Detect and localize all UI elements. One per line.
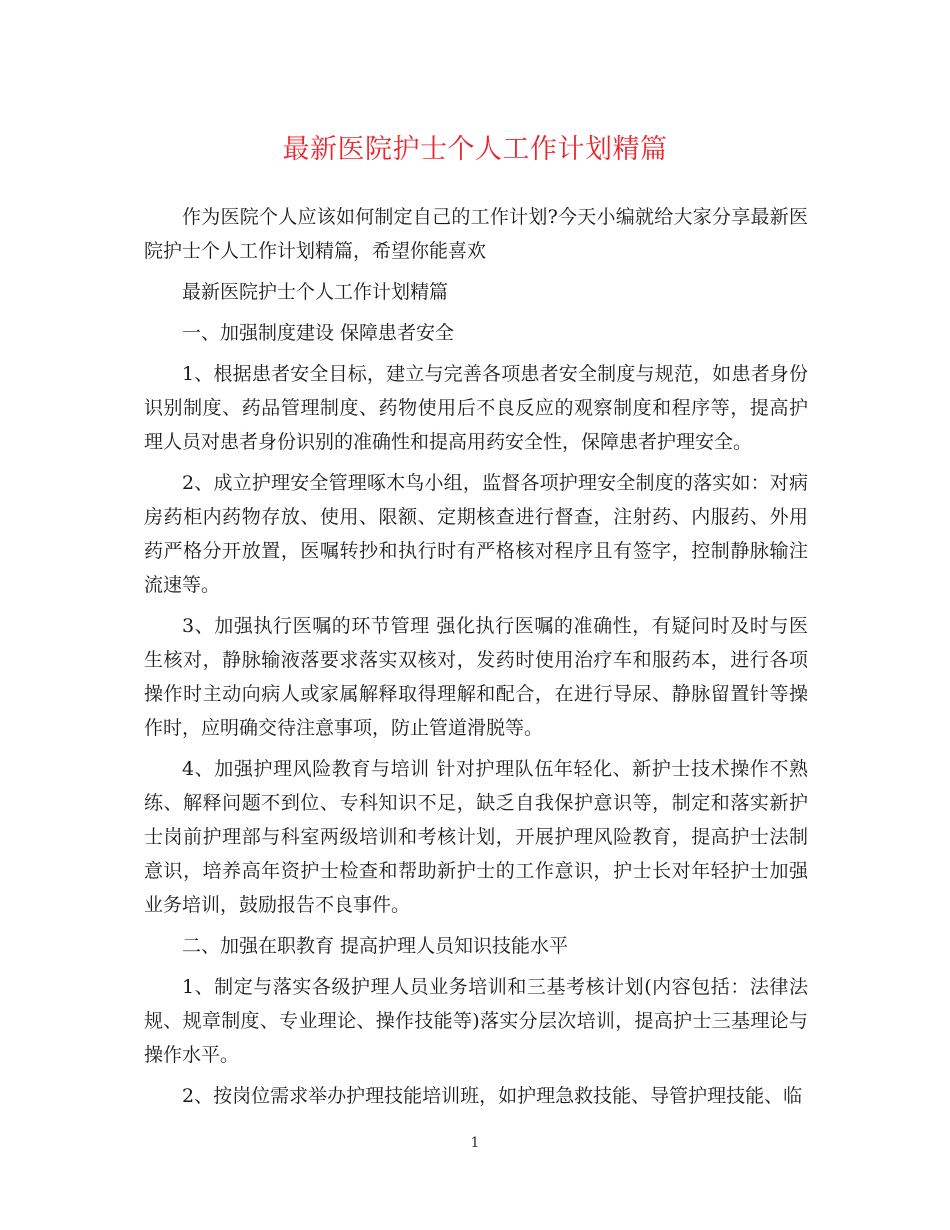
document-title: 最新医院护士个人工作计划精篇 (282, 134, 668, 165)
section-heading-2: 二、加强在职教育 提高护理人员知识技能水平 (182, 935, 569, 957)
paragraph-2-1: 1、制定与落实各级护理人员业务培训和三基考核计划(内容包括：法律法规、规章制度、专业理论、操作技能等)落实分层次培训，提高护士三基理论与操作水平。 (144, 976, 808, 1066)
paragraph-1-3: 3、加强执行医嘱的环节管理 强化执行医嘱的准确性，有疑问时及时与医生核对，静脉输液落要求落实双核对，发药时使用治疗车和服药本，进行各项操作时主动向病人或家属解释取得理解和配合，在进行导尿、静脉留置针等操作时，应明确交待注意事项，防止管道滑脱等。 (144, 615, 808, 739)
paragraph-2-2: 2、按岗位需求举办护理技能培训班，如护理急救技能、导管护理技能、临 (182, 1085, 803, 1107)
page-number: 1 (470, 1135, 480, 1151)
subtitle-paragraph: 最新医院护士个人工作计划精篇 (182, 281, 449, 303)
intro-paragraph: 作为医院个人应该如何制定自己的工作计划?今天小编就给大家分享最新医院护士个人工作计划精篇，希望你能喜欢 (144, 206, 808, 262)
paragraph-1-2: 2、成立护理安全管理啄木鸟小组，监督各项护理安全制度的落实如：对病房药柜内药物存放、使用、限额、定期核查进行督查，注射药、内服药、外用药严格分开放置，医嘱转抄和执行时有严格核对程序且有签字，控制静脉输注流速等。 (144, 472, 808, 596)
paragraph-1-4: 4、加强护理风险教育与培训 针对护理队伍年轻化、新护士技术操作不熟练、解释问题不到位、专科知识不足，缺乏自我保护意识等，制定和落实新护士岗前护理部与科室两级培训和考核计划，开展护理风险教育，提高护士法制意识，培养高年资护士检查和帮助新护士的工作意识，护士长对年轻护士加强业务培训，鼓励报告不良事件。 (144, 758, 808, 916)
section-heading-1: 一、加强制度建设 保障患者安全 (182, 322, 455, 344)
document-body (144, 200, 808, 1120)
paragraph-1-1: 1、根据患者安全目标，建立与完善各项患者安全制度与规范，如患者身份识别制度、药品管理制度、药物使用后不良反应的观察制度和程序等，提高护理人员对患者身份识别的准确性和提高用药安全性，保障患者护理安全。 (144, 363, 808, 453)
